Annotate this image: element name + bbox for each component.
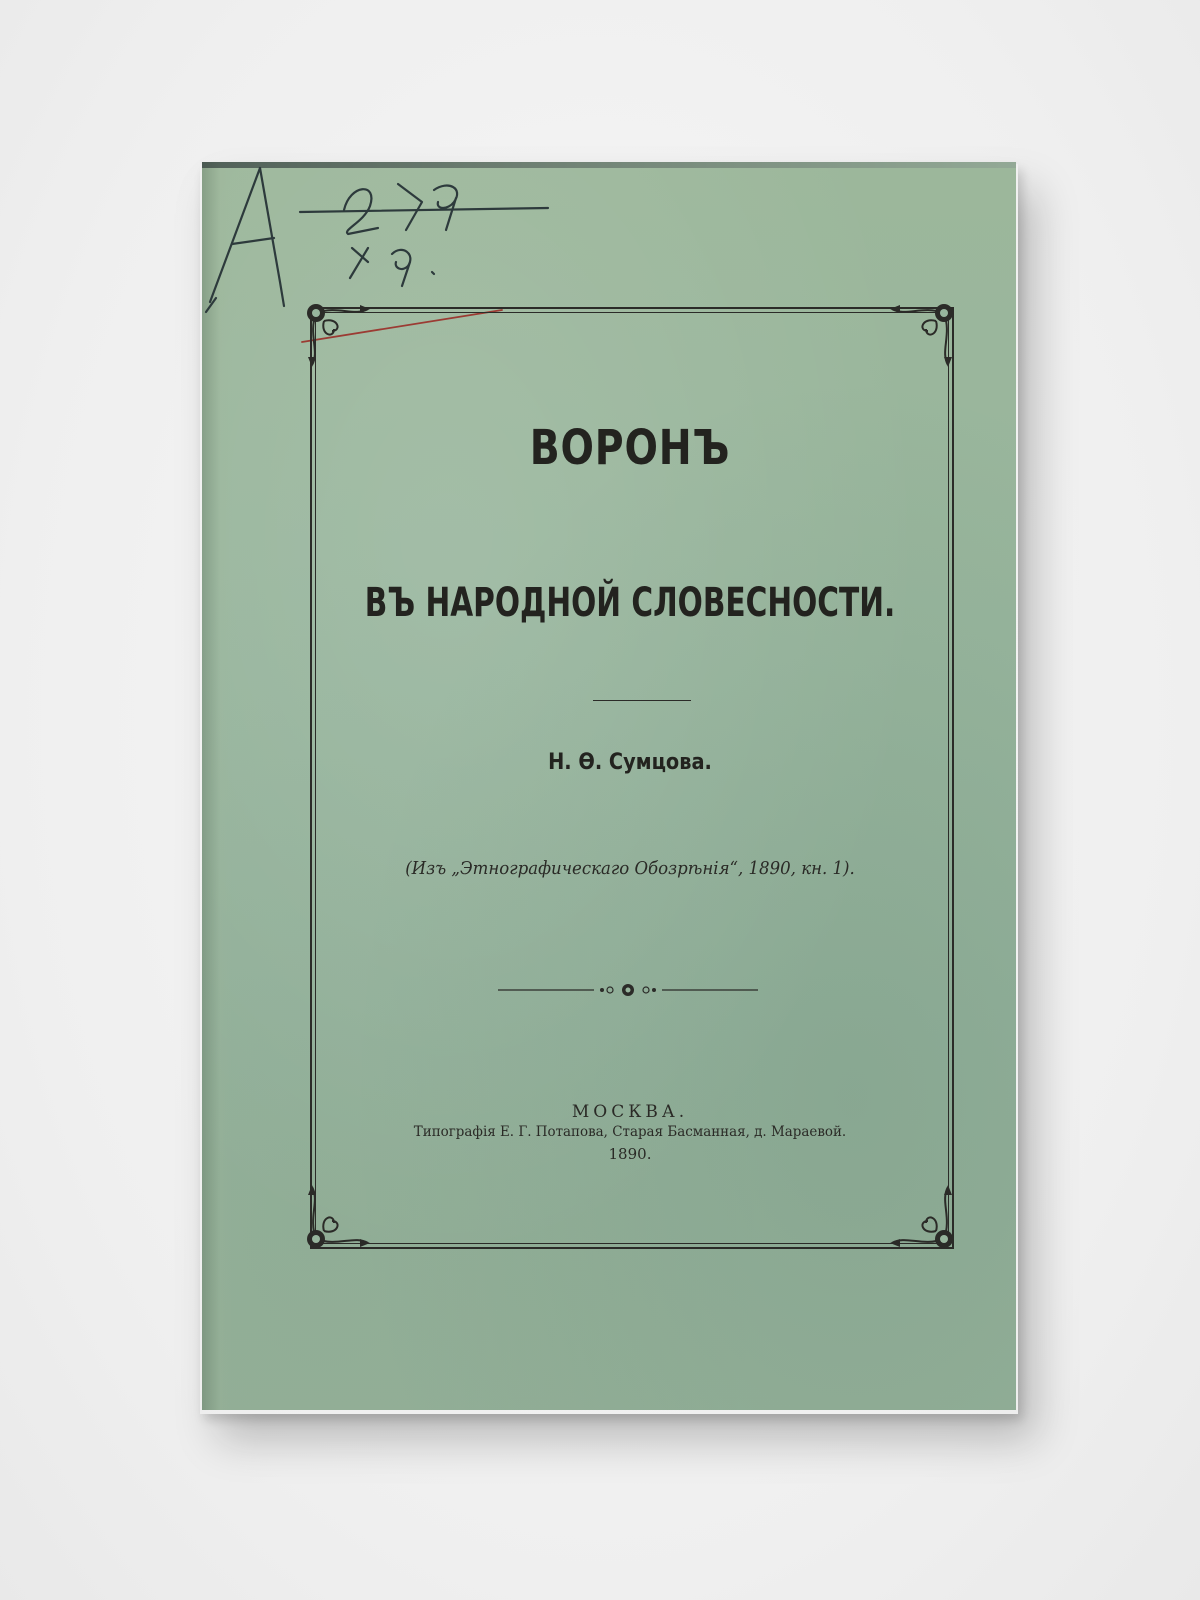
book-title: ВОРОНЪ <box>529 420 731 476</box>
imprint-place: МОСКВА. <box>571 1102 689 1122</box>
book-subtitle: ВЪ НАРОДНОЙ СЛОВЕСНОСТИ. <box>364 580 896 626</box>
source-note: (Изъ „Этнографическаго Обозрѣнія“, 1890, кн. 1). <box>405 858 855 879</box>
imprint-year: 1890. <box>608 1145 652 1163</box>
author-name: Н. Ѳ. Сумцова. <box>548 750 712 775</box>
corner-ornament-bottom-left <box>298 1183 372 1257</box>
divider-rule <box>593 700 691 701</box>
corner-ornament-bottom-right <box>888 1183 962 1257</box>
decorative-divider <box>498 982 758 998</box>
imprint-printer: Типографія Е. Г. Потапова, Старая Басманная, д. Мараевой. <box>413 1124 847 1140</box>
book-cover <box>202 162 1016 1410</box>
corner-ornament-top-left <box>298 295 372 369</box>
corner-ornament-top-right <box>888 295 962 369</box>
